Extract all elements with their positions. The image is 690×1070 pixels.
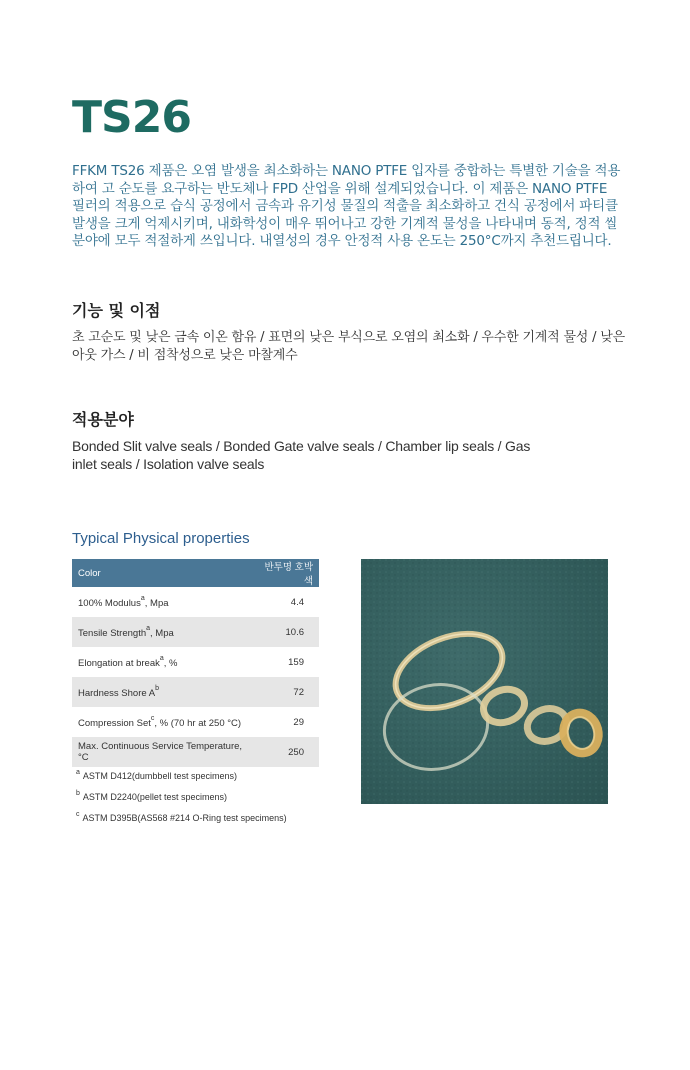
row-value: 159: [288, 656, 304, 668]
product-title: TS26: [72, 92, 191, 143]
row-unit: , Mpa: [150, 628, 174, 639]
table-row: [72, 647, 319, 677]
applications-heading: 적용분야: [72, 410, 134, 429]
footnote: [76, 808, 287, 829]
row-unit: , % (70 hr at 250 °C): [154, 718, 242, 729]
header-label: Color: [72, 559, 252, 587]
row-footnote-mark: c: [150, 715, 155, 722]
row-footnote-mark: a: [146, 625, 151, 632]
footnote-text: ASTM D2240(pellet test specimens): [82, 792, 227, 802]
footnote-mark: b: [76, 790, 80, 797]
footnote-text: ASTM D412(dumbbell test specimens): [82, 771, 237, 781]
table-header-row: [72, 559, 319, 587]
footnote-mark: c: [76, 811, 80, 818]
row-label: Hardness Shore A: [78, 688, 156, 699]
footnote: [76, 766, 287, 787]
row-unit: , Mpa: [144, 598, 169, 609]
row-footnote-mark: a: [159, 655, 164, 662]
row-label: 100% Modulus: [78, 598, 141, 609]
properties-table: [72, 559, 319, 767]
row-value: 29: [293, 716, 304, 728]
intro-paragraph: FFKM TS26 제품은 오염 발생을 최소화하는 NANO PTFE 입자를 중합하는 특별한 기술을 적용하여 고 순도를 요구하는 반도체나 FPD 산업을 위해 설계되었습니다. 이 제품은 NANO PTFE 필러의 적용으로 습식 공정에서 금속과 유기성 물질의 적출을 최소화하고 건식 공정에서 파티클 발생을 크게 억제시키며, 내화학성이 매우 뛰어나고 강한 기계적 물성을 나타내며 동적, 정적 씰 분야에 모두 적절하게 쓰입니다. 내열성의 경우 안정적 사용 온도는 250°C까지 추천드립니다.: [72, 163, 621, 249]
table-row: [72, 617, 319, 647]
table-row: [72, 707, 319, 737]
row-label: Elongation at break: [78, 658, 160, 669]
row-footnote-mark: b: [155, 685, 160, 692]
row-label: Tensile Strength: [78, 628, 147, 639]
row-footnote-mark: a: [140, 595, 145, 602]
row-unit: , %: [163, 658, 178, 669]
features-heading: 기능 및 이점: [72, 301, 161, 320]
footnote-text: ASTM D395B(AS568 #214 O-Ring test specimens): [82, 813, 287, 823]
features-text: 초 고순도 및 낮은 금속 이온 함유 / 표면의 낮은 부식으로 오염의 최소화 / 우수한 기계적 물성 / 낮은 아웃 가스 / 비 점착성으로 낮은 마찰계수: [72, 330, 625, 363]
row-label: Compression Set: [78, 718, 151, 729]
properties-title: Typical Physical properties: [72, 530, 250, 547]
row-value: 72: [252, 677, 319, 707]
product-photo: [361, 559, 608, 804]
row-label: Max. Continuous Service Temperature, °C: [78, 741, 243, 763]
row-value: 10.6: [252, 617, 319, 647]
applications-text: Bonded Slit valve seals / Bonded Gate valve seals / Chamber lip seals / Gas inlet seals / Isolation valve seals: [72, 438, 531, 472]
table-row: [72, 737, 319, 767]
o-rings-illustration: [361, 559, 608, 804]
footnotes: [76, 766, 287, 829]
header-value: 반투명 호박색: [252, 559, 319, 587]
footnote-mark: a: [76, 769, 80, 776]
row-value: 4.4: [290, 596, 304, 608]
row-value: 250: [252, 737, 319, 767]
table-row: [72, 587, 319, 617]
footnote: [76, 787, 287, 808]
table-row: [72, 677, 319, 707]
